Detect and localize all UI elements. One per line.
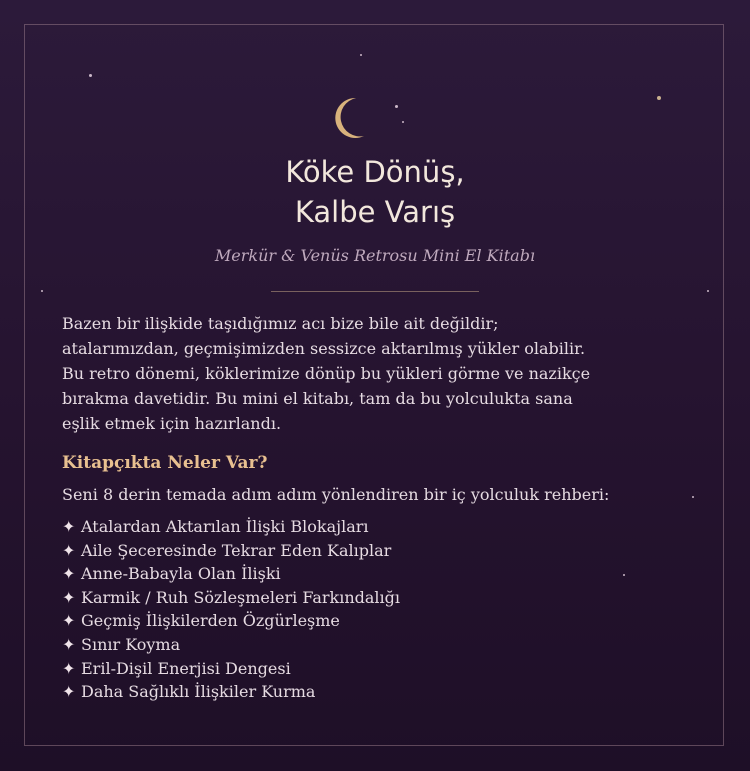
topic-list xyxy=(62,515,400,704)
intro-line: Bazen bir ilişkide taşıdığımız acı bize bile ait değildir; xyxy=(62,314,499,333)
list-item xyxy=(62,657,400,681)
sparkle-star-icon: ✦ xyxy=(62,682,76,702)
topic-label: Daha Sağlıklı İlişkiler Kurma xyxy=(81,682,316,702)
list-item xyxy=(62,539,400,563)
star-decoration xyxy=(623,574,625,576)
star-decoration xyxy=(707,290,709,292)
star-decoration xyxy=(360,54,362,56)
title-line-1: Köke Dönüş, xyxy=(285,155,465,189)
sparkle-star-icon: ✦ xyxy=(62,540,76,560)
intro-line: Bu retro dönemi, köklerimize dönüp bu yükleri görme ve nazikçe xyxy=(62,364,591,383)
sparkle-star-icon: ✦ xyxy=(62,587,76,607)
topic-label: Atalardan Aktarılan İlişki Blokajları xyxy=(81,517,369,536)
page-title xyxy=(0,152,750,232)
list-item xyxy=(62,562,400,586)
star-decoration xyxy=(402,121,404,123)
list-item xyxy=(62,586,400,610)
intro-line: eşlik etmek için hazırlandı. xyxy=(62,414,282,433)
intro-line: atalarımızdan, geçmişimizden sessizce aktarılmış yükler olabilir. xyxy=(62,339,586,358)
sparkle-star-icon: ✦ xyxy=(62,634,76,654)
topic-label: Sınır Koyma xyxy=(81,634,181,654)
list-item xyxy=(62,633,400,657)
sparkle-star-icon: ✦ xyxy=(62,517,76,536)
intro-line: bırakma davetidir. Bu mini el kitabı, tam da bu yolculukta sana xyxy=(62,389,573,408)
star-decoration xyxy=(692,496,694,498)
sparkle-star-icon: ✦ xyxy=(62,611,76,631)
star-decoration xyxy=(41,290,43,292)
section-heading: Kitapçıkta Neler Var? xyxy=(62,453,268,473)
topic-label: Eril-Dişil Enerjisi Dengesi xyxy=(81,658,291,678)
topic-label: Karmik / Ruh Sözleşmeleri Farkındalığı xyxy=(81,587,401,607)
star-decoration xyxy=(395,105,398,108)
section-lead: Seni 8 derin temada adım adım yönlendiren bir iç yolculuk rehberi: xyxy=(62,485,610,504)
divider xyxy=(271,291,479,292)
title-line-2: Kalbe Varış xyxy=(294,195,456,229)
list-item xyxy=(62,515,400,539)
star-decoration xyxy=(89,74,92,77)
list-item xyxy=(62,680,400,704)
sparkle-star-icon: ✦ xyxy=(62,658,76,678)
intro-paragraph xyxy=(62,311,662,436)
topic-label: Aile Şeceresinde Tekrar Eden Kalıplar xyxy=(81,540,392,560)
sparkle-star-icon: ✦ xyxy=(62,564,76,584)
subtitle: Merkür & Venüs Retrosu Mini El Kitabı xyxy=(214,246,536,265)
topic-label: Geçmiş İlişkilerden Özgürleşme xyxy=(81,611,340,631)
topic-label: Anne-Babayla Olan İlişki xyxy=(81,564,281,584)
star-decoration xyxy=(657,96,661,100)
list-item xyxy=(62,609,400,633)
crescent-moon-icon xyxy=(330,96,370,140)
